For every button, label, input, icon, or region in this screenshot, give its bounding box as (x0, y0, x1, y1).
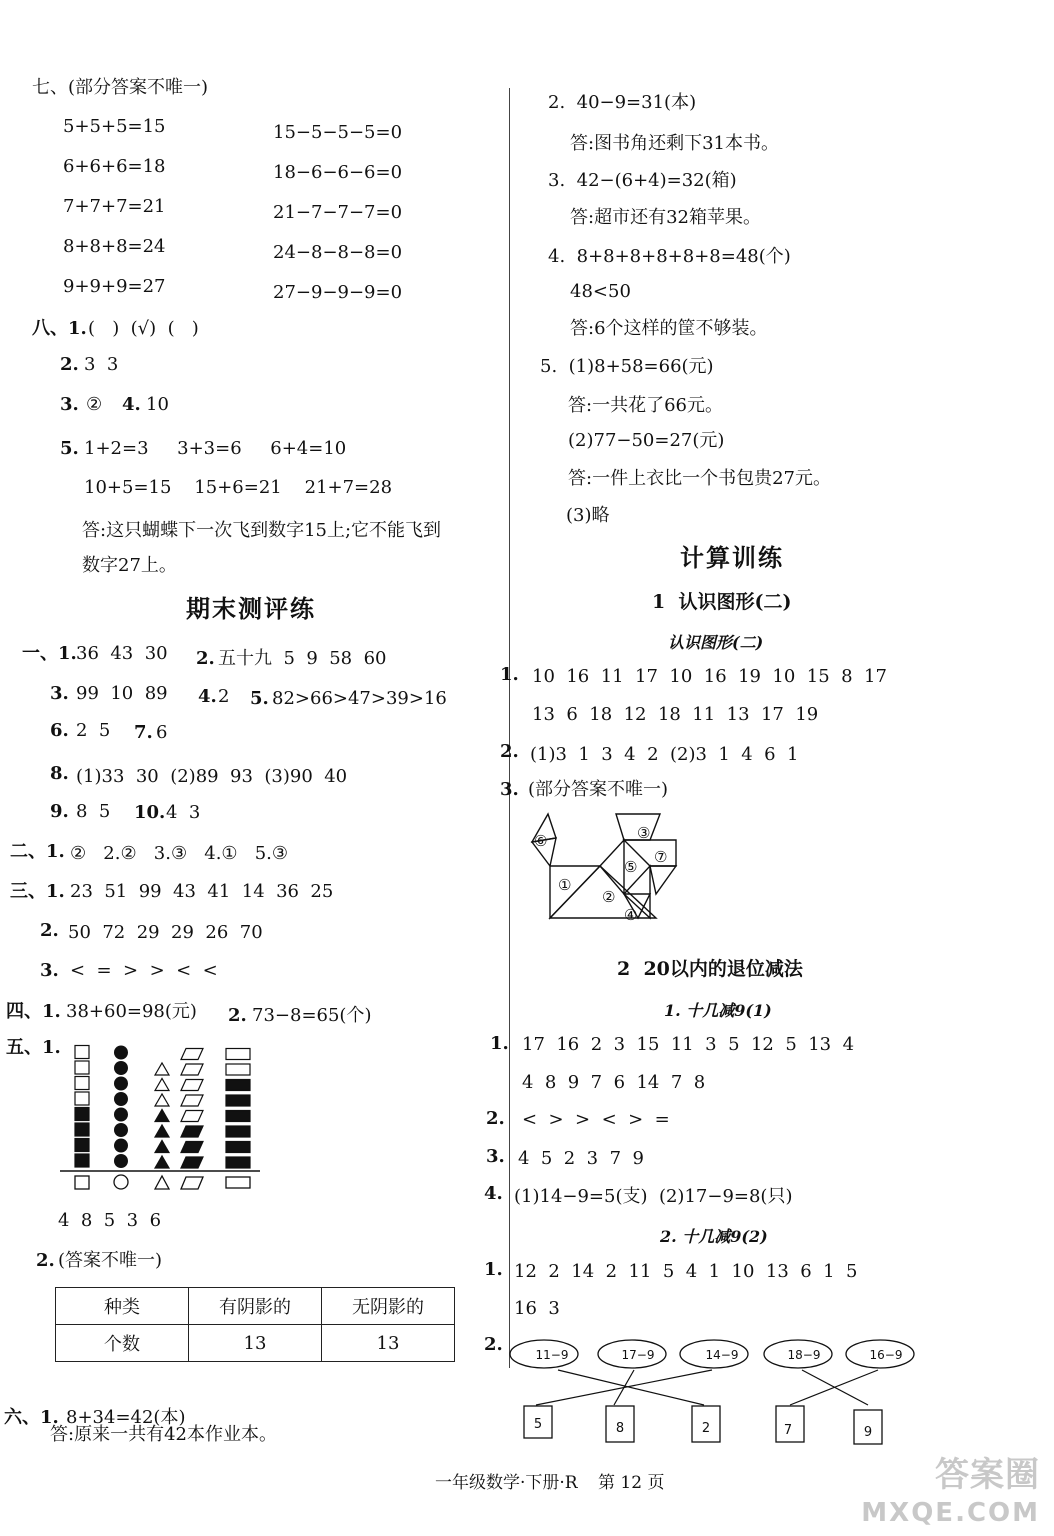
tally-parallelogram (181, 1049, 203, 1060)
tally-circle (114, 1154, 128, 1168)
tally-square (75, 1123, 89, 1136)
sec8-q5-line1: 1+2=3 3+3=6 6+4=10 (84, 438, 347, 459)
u2a-q1-label: 1. (490, 1033, 509, 1054)
tally-rectangle (226, 1157, 250, 1168)
tally-triangle (155, 1156, 169, 1168)
bird-expression: 17−9 (621, 1348, 655, 1362)
tally-square (75, 1092, 89, 1105)
sec7-col1-5: 9+9+9=27 (63, 276, 166, 297)
box-number: 2 (701, 1421, 711, 1436)
final-s6-answer: 答:原来一共有42本作业本。 (50, 1424, 277, 1445)
tally-rectangle (226, 1111, 250, 1122)
bird-expression: 18−9 (787, 1348, 821, 1362)
right-q4: 4. 8+8+8+8+8+8=48(个) (548, 246, 791, 267)
tangram-figure (520, 808, 700, 928)
shading-table (55, 1287, 455, 1362)
final-s1-q2-label: 2. (196, 648, 215, 669)
right-q2-answer: 答:图书角还剩下31本书。 (570, 133, 779, 154)
final-s1-q3-label: 3. (50, 683, 69, 704)
tangram-piece (600, 840, 624, 894)
tally-triangle (155, 1110, 169, 1122)
final-s1-q10-label: 10. (134, 802, 166, 823)
shape-tally-chart (56, 1034, 266, 1194)
sec7-col2-2: 18−6−6−6=0 (273, 162, 403, 183)
tally-column-triangles (155, 1063, 169, 1168)
final-s2-answers: ② 2.② 3.③ 4.① 5.③ (70, 843, 289, 864)
bird-box-matching (506, 1330, 926, 1460)
final-s3-q1: 23 51 99 43 41 14 36 25 (70, 881, 334, 902)
tally-circle (114, 1061, 128, 1075)
final-s5-q2: (答案不唯一) (58, 1250, 163, 1271)
u2a-q3-label: 3. (486, 1146, 505, 1167)
tally-parallelogram (181, 1080, 203, 1091)
bird-expression: 16−9 (869, 1348, 903, 1362)
right-q5: 5. (1)8+58=66(元) (540, 356, 714, 377)
sec7-col1-1: 5+5+5=15 (63, 116, 166, 137)
watermark-url: MXQE.COM (861, 1498, 1040, 1528)
u1-q3: (部分答案不唯一) (528, 779, 669, 800)
tally-rectangle (226, 1049, 250, 1060)
sec7-col1-3: 7+7+7=21 (63, 196, 166, 217)
box-number: 7 (783, 1423, 793, 1438)
unit1-subtitle: 认识图形(二) (668, 633, 764, 652)
circle-icon (114, 1175, 128, 1189)
column-divider (509, 88, 510, 1368)
calc-training-title: 计算训练 (680, 543, 784, 572)
sec8-q3-label: 3. (60, 394, 79, 415)
final-s5-q2-label: 2. (36, 1250, 55, 1271)
u2a-q2: < > > < > = (522, 1109, 670, 1130)
tally-column-squares (75, 1046, 89, 1168)
footer-book: 一年级数学·下册·R (435, 1473, 578, 1493)
square-icon (75, 1176, 89, 1189)
tally-rectangle (226, 1064, 250, 1075)
final-s1-q2: 五十九 5 9 58 60 (218, 648, 387, 669)
rectangle-icon (226, 1177, 250, 1188)
sec8-q5-line2: 10+5=15 15+6=21 21+7=28 (84, 477, 393, 498)
bird-expression: 11−9 (535, 1348, 569, 1362)
tally-circle (114, 1139, 128, 1153)
tally-square (75, 1139, 89, 1152)
u2a-q4-label: 4. (484, 1183, 503, 1204)
u1-q3-label: 3. (500, 779, 519, 800)
final-s6-label: 六、1. (4, 1407, 59, 1428)
sec8-q5-answer2: 数字27上。 (82, 555, 177, 576)
sec8-q5-label: 5. (60, 438, 79, 459)
tally-rectangle (226, 1080, 250, 1091)
u2b-q1-line2: 16 3 (514, 1298, 560, 1319)
right-q5-part3: (3)略 (566, 505, 610, 526)
final-s2-label: 二、1. (10, 841, 65, 862)
tally-triangle (155, 1094, 169, 1106)
unit2-subtitle1: 1. 十几减9(1) (664, 1001, 772, 1020)
sec7-col1-2: 6+6+6=18 (63, 156, 166, 177)
table-row-label: 个数 (56, 1325, 189, 1362)
parallelogram-icon (181, 1177, 203, 1189)
tally-counts: 4 8 5 3 6 (58, 1210, 162, 1231)
watermark-logo: 答案圈 (935, 1455, 1040, 1495)
tally-column-rectangles (226, 1049, 250, 1169)
box-number: 9 (863, 1425, 873, 1440)
tally-circle (114, 1077, 128, 1091)
table-cell-shaded: 13 (189, 1325, 322, 1362)
final-s4-q2-label: 2. (228, 1005, 247, 1026)
tangram-label: ② (602, 888, 616, 906)
tally-triangle (155, 1125, 169, 1137)
right-q5-part2-answer: 答:一件上衣比一个书包贵27元。 (568, 468, 831, 489)
final-s1-q7: 6 (156, 722, 168, 743)
tally-rectangle (226, 1126, 250, 1137)
tally-square (75, 1061, 89, 1074)
tally-triangle (155, 1141, 169, 1153)
tally-parallelogram (181, 1111, 203, 1122)
match-line (536, 1370, 712, 1405)
match-line (790, 1370, 878, 1405)
footer-page: 第 12 页 (598, 1473, 665, 1493)
table-header-kind: 种类 (56, 1288, 189, 1325)
u1-q1-line1: 10 16 11 17 10 16 19 10 15 8 17 (532, 666, 887, 687)
tally-column-circles (114, 1046, 128, 1169)
final-s3-q3-label: 3. (40, 960, 59, 981)
final-s1-q8: (1)33 30 (2)89 93 (3)90 40 (76, 766, 348, 787)
final-s1-q4-label: 4. (198, 686, 217, 707)
tally-square (75, 1108, 89, 1121)
tangram-label: ⑦ (654, 848, 668, 866)
sec7-col2-1: 15−5−5−5=0 (273, 122, 403, 143)
right-q2: 2. 40−9=31(本) (548, 92, 697, 113)
u1-q1-label: 1. (500, 664, 519, 685)
final-s4-q1: 38+60=98(元) (66, 1001, 197, 1022)
u1-q1-line2: 13 6 18 12 18 11 13 17 19 (532, 704, 819, 725)
u2b-q1-line1: 12 2 14 2 11 5 4 1 10 13 6 1 5 (514, 1261, 858, 1282)
tally-parallelogram (181, 1126, 203, 1137)
final-s1-q7-label: 7. (134, 722, 153, 743)
sec8-q4-label: 4. (122, 394, 141, 415)
box-number: 5 (533, 1417, 543, 1432)
sec8-q4-answer: 10 (146, 394, 169, 415)
tally-parallelogram (181, 1157, 203, 1168)
right-q5-answer: 答:一共花了66元。 (568, 395, 723, 416)
final-s4-q2: 73−8=65(个) (252, 1005, 372, 1026)
final-s1-q9: 8 5 (76, 801, 111, 822)
final-s1-q5-label: 5. (250, 688, 269, 709)
tangram-label: ⑥ (534, 832, 548, 850)
unit1-title: 1 认识图形(二) (652, 591, 792, 613)
final-s1-q4: 2 (218, 686, 230, 707)
tangram-label: ① (558, 876, 572, 894)
tally-circle (114, 1092, 128, 1106)
u1-q2: (1)3 1 3 4 2 (2)3 1 4 6 1 (530, 744, 799, 765)
final-s3-q2: 50 72 29 29 26 70 (68, 922, 263, 943)
tally-rectangle (226, 1095, 250, 1106)
final-test-title: 期末测评练 (186, 594, 316, 623)
tangram-label: ④ (624, 906, 638, 924)
final-s1-q9-label: 9. (50, 801, 69, 822)
unit2-subtitle2: 2. 十几减9(2) (660, 1227, 768, 1246)
right-q3: 3. 42−(6+4)=32(箱) (548, 170, 737, 191)
tally-rectangle (226, 1142, 250, 1153)
u2b-q1-label: 1. (484, 1259, 503, 1280)
tangram-label: ⑤ (624, 858, 638, 876)
u1-q2-label: 2. (500, 741, 519, 762)
tally-parallelogram (181, 1095, 203, 1106)
sec7-col2-3: 21−7−7−7=0 (273, 202, 403, 223)
tally-triangle (155, 1079, 169, 1091)
u2a-q4: (1)14−9=5(支) (2)17−9=8(只) (514, 1186, 793, 1207)
final-s1-q3: 99 10 89 (76, 683, 168, 704)
u2b-q2-label: 2. (484, 1334, 503, 1355)
final-s6-q1: 8+34=42(本) (66, 1407, 186, 1428)
tally-circle (114, 1108, 128, 1122)
final-s1-label: 一、1. (22, 643, 77, 664)
sec8-q3-answer: ② (86, 394, 103, 415)
sec7-col2-5: 27−9−9−9=0 (273, 282, 403, 303)
sec8-q5-answer1: 答:这只蝴蝶下一次飞到数字15上;它不能飞到 (82, 520, 442, 541)
tangram-label: ③ (637, 824, 651, 842)
tally-parallelogram (181, 1142, 203, 1153)
triangle-icon (155, 1176, 169, 1189)
box-number: 8 (615, 1421, 625, 1436)
final-s1-q5: 82>66>47>39>16 (272, 688, 447, 709)
sec8-q1-label: 八、1. (32, 318, 87, 339)
tangram-piece (650, 866, 676, 894)
table-header-unshaded: 无阴影的 (322, 1288, 455, 1325)
tally-square (75, 1154, 89, 1167)
u2a-q2-label: 2. (486, 1108, 505, 1129)
sec7-title: 七、(部分答案不唯一) (32, 77, 209, 98)
final-s1-q10: 4 3 (166, 802, 201, 823)
tally-triangle (155, 1063, 169, 1075)
final-s3-label: 三、1. (10, 881, 65, 902)
right-q4-compare: 48<50 (570, 281, 631, 302)
right-q5-part2: (2)77−50=27(元) (568, 430, 725, 451)
tally-square (75, 1046, 89, 1059)
table-cell-unshaded: 13 (322, 1325, 455, 1362)
final-s1-q6-label: 6. (50, 720, 69, 741)
unit2-title: 2 20以内的退位减法 (617, 958, 803, 980)
final-s1-q1: 36 43 30 (76, 643, 168, 664)
u2a-q1-line2: 4 8 9 7 6 14 7 8 (522, 1072, 706, 1093)
right-q3-answer: 答:超市还有32箱苹果。 (570, 207, 761, 228)
tally-circle (114, 1046, 128, 1060)
u2a-q1-line1: 17 16 2 3 15 11 3 5 12 5 13 4 (522, 1034, 855, 1055)
sec7-col2-4: 24−8−8−8=0 (273, 242, 403, 263)
tally-column-parallelograms (181, 1049, 203, 1169)
table-header-shaded: 有阴影的 (189, 1288, 322, 1325)
sec7-col1-4: 8+8+8=24 (63, 236, 166, 257)
tally-parallelogram (181, 1064, 203, 1075)
sec8-q2-label: 2. (60, 354, 79, 375)
final-s5-label: 五、1. (6, 1037, 61, 1058)
sec8-q2-answer: 3 3 (84, 354, 119, 375)
u2a-q3: 4 5 2 3 7 9 (518, 1148, 644, 1169)
tally-circle (114, 1123, 128, 1137)
final-s4-label: 四、1. (6, 1001, 61, 1022)
right-q4-answer: 答:6个这样的筐不够装。 (570, 318, 768, 339)
bird-expression: 14−9 (705, 1348, 739, 1362)
final-s3-q2-label: 2. (40, 920, 59, 941)
final-s3-q3: < = > > < < (70, 960, 218, 981)
sec8-q1-answer: ( ) (√) ( ) (88, 318, 199, 339)
final-s1-q8-label: 8. (50, 763, 69, 784)
final-s1-q6: 2 5 (76, 720, 111, 741)
tally-square (75, 1077, 89, 1090)
